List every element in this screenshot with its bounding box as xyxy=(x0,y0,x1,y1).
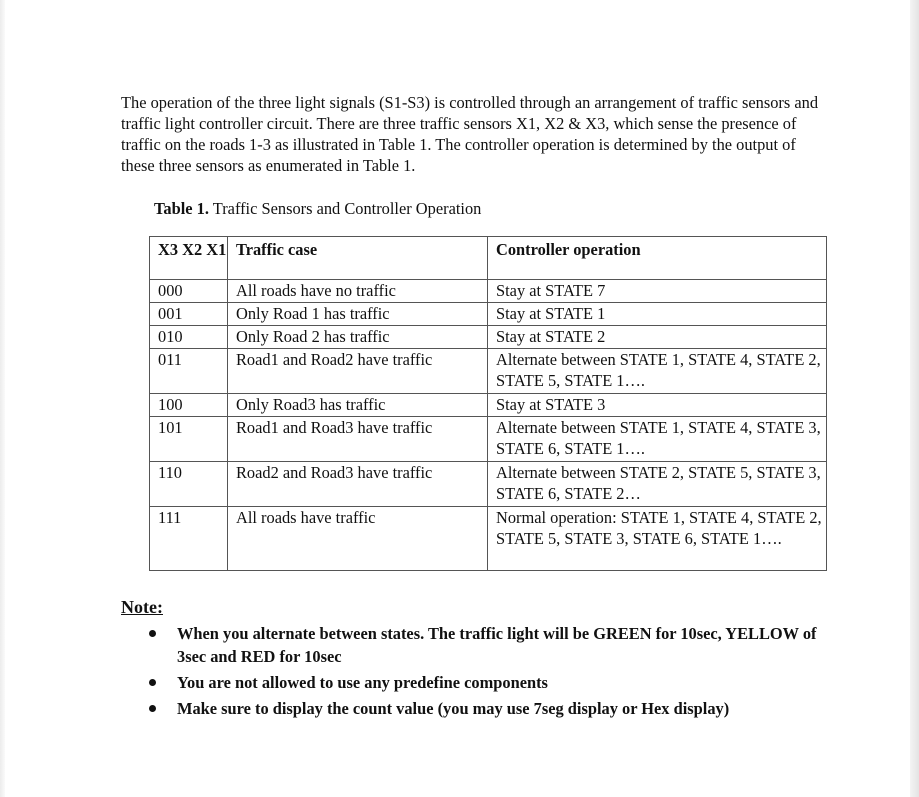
note-title: Note: xyxy=(121,597,163,617)
traffic-operation-table xyxy=(149,236,827,571)
note-item xyxy=(145,671,825,694)
page-edge-left xyxy=(0,0,5,797)
table-row xyxy=(150,326,827,349)
note-item-text: You are not allowed to use any predefine components xyxy=(177,673,548,692)
cell-case: Only Road3 has traffic xyxy=(228,394,488,417)
note-item xyxy=(145,697,825,720)
cell-operation: Stay at STATE 2 xyxy=(488,326,827,349)
cell-code: 001 xyxy=(150,303,228,326)
cell-case: Road2 and Road3 have traffic xyxy=(228,462,488,507)
cell-case: Road1 and Road2 have traffic xyxy=(228,349,488,394)
note-item-text: Make sure to display the count value (you may use 7seg display or Hex display) xyxy=(177,699,730,718)
bullet-icon xyxy=(149,705,156,712)
table-row xyxy=(150,462,827,507)
cell-operation: Alternate between STATE 1, STATE 4, STATE 2, STATE 5, STATE 1…. xyxy=(488,349,827,394)
bullet-icon xyxy=(149,679,156,686)
table-caption xyxy=(154,199,481,219)
cell-operation: Stay at STATE 3 xyxy=(488,394,827,417)
table-row xyxy=(150,394,827,417)
page-edge-right xyxy=(910,0,919,797)
table-row xyxy=(150,507,827,571)
cell-code: 101 xyxy=(150,417,228,462)
cell-code: 100 xyxy=(150,394,228,417)
cell-code: 110 xyxy=(150,462,228,507)
cell-case: Road1 and Road3 have traffic xyxy=(228,417,488,462)
note-list xyxy=(145,622,825,723)
table-caption-text: Traffic Sensors and Controller Operation xyxy=(208,199,482,218)
cell-code: 000 xyxy=(150,280,228,303)
note-item xyxy=(145,622,825,668)
table-caption-label: Table 1. xyxy=(154,199,209,218)
cell-code: 111 xyxy=(150,507,228,571)
header-traffic-case: Traffic case xyxy=(228,237,488,280)
header-controller-operation: Controller operation xyxy=(488,237,827,280)
cell-case: Only Road 2 has traffic xyxy=(228,326,488,349)
table-header-row xyxy=(150,237,827,280)
cell-code: 011 xyxy=(150,349,228,394)
cell-operation: Normal operation: STATE 1, STATE 4, STATE 2, STATE 5, STATE 3, STATE 6, STATE 1…. xyxy=(488,507,827,571)
table-row xyxy=(150,417,827,462)
table-row xyxy=(150,280,827,303)
note-item-text: When you alternate between states. The traffic light will be GREEN for 10sec, YELLOW of 3sec and RED for 10sec xyxy=(177,624,817,666)
cell-case: All roads have traffic xyxy=(228,507,488,571)
cell-code: 010 xyxy=(150,326,228,349)
table-row xyxy=(150,349,827,394)
table-row xyxy=(150,303,827,326)
cell-operation: Alternate between STATE 1, STATE 4, STATE 3, STATE 6, STATE 1…. xyxy=(488,417,827,462)
bullet-icon xyxy=(149,630,156,637)
cell-case: Only Road 1 has traffic xyxy=(228,303,488,326)
cell-operation: Stay at STATE 7 xyxy=(488,280,827,303)
cell-case: All roads have no traffic xyxy=(228,280,488,303)
cell-operation: Stay at STATE 1 xyxy=(488,303,827,326)
intro-paragraph: The operation of the three light signals (S1-S3) is controlled through an arrangement of traffic sensors and traffic light controller circuit. There are three traffic sensors X1, X2 & X3, which sense the presence of traffic on the roads 1-3 as illustrated in Table 1. The controller operation is determined by the output of these three sensors as enumerated in Table 1. xyxy=(121,93,819,175)
header-sensor-code: X3 X2 X1 xyxy=(150,237,228,280)
cell-operation: Alternate between STATE 2, STATE 5, STATE 3, STATE 6, STATE 2… xyxy=(488,462,827,507)
